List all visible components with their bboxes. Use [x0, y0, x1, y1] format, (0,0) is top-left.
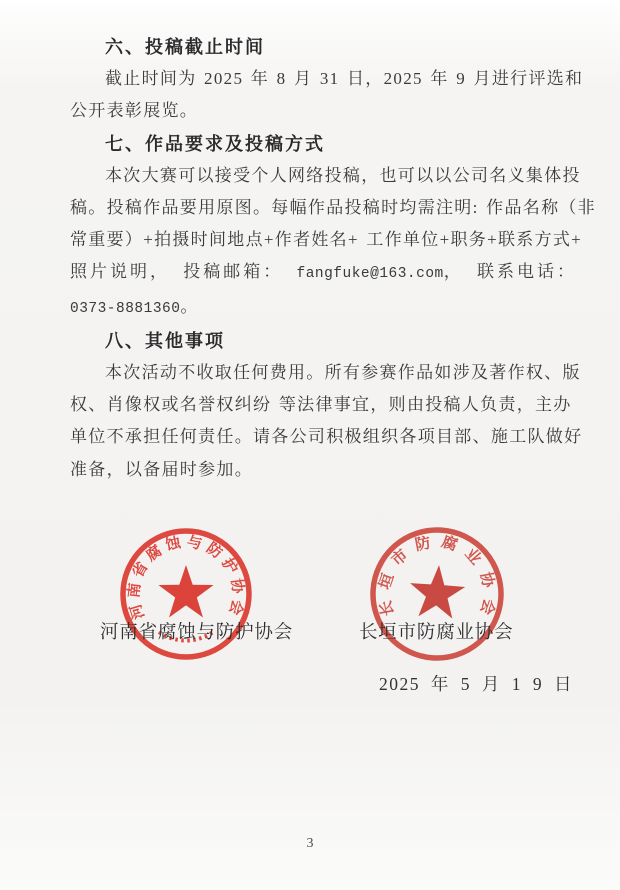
official-seal-henan [114, 522, 258, 666]
body-line: 权、肖像权或名誉权纠纷 等法律事宜，则由投稿人负责，主办 [70, 395, 572, 415]
body-line: 截止时间为 2025 年 8 月 31 日，2025 年 9 月进行评选和 [105, 69, 584, 89]
body-line: 公开表彰展览。 [70, 101, 199, 121]
section-8-heading: 八、其他事项 [105, 330, 225, 351]
email-address: fangfuke@163.com [296, 266, 444, 283]
star-icon [158, 565, 213, 618]
page-number: 3 [306, 836, 314, 851]
document-body [70, 31, 596, 486]
star-icon [408, 563, 467, 619]
seal-curved-text: 长垣市防腐业协会 [375, 532, 499, 626]
official-seal-changyuan [360, 517, 514, 671]
body-line-phone [70, 291, 570, 325]
body-line: 常重要）+拍摄时间地点+作者姓名+ 工作单位+职务+联系方式+ [70, 230, 583, 250]
body-line: 单位不承担任何责任。请各公司积极组织各项目部、施工队做好 [70, 427, 583, 447]
body-line-contact [70, 256, 577, 290]
seal-curved-text: 河南省腐蚀与防护协会 [126, 534, 246, 621]
body-line: 稿。投稿作品要用原图。每幅作品投稿时均需注明: 作品名称（非 [70, 198, 596, 218]
org-name-henan: 河南省腐蚀与防护协会 [100, 623, 294, 643]
body-line: 本次活动不收取任何费用。所有参赛作品如涉及著作权、版 [105, 363, 581, 383]
section-6-heading: 六、投稿截止时间 [105, 37, 265, 57]
email-line-prefix: 照片说明， 投稿邮箱： [70, 262, 297, 282]
document-date: 2025 年 5 月 1 9 日 [379, 674, 573, 694]
org-name-changyuan: 长垣市防腐业协会 [359, 623, 514, 643]
body-line: 本次大赛可以接受个人网络投稿，也可以以公司名义集体投 [105, 165, 581, 185]
email-line-suffix: ， 联系电话： [443, 262, 577, 282]
body-line: 准备，以备届时参加。 [70, 459, 253, 479]
section-7-heading: 七、作品要求及投稿方式 [105, 133, 325, 154]
phone-number: 0373-8881360 [70, 300, 181, 317]
phone-line-suffix: 。 [180, 296, 199, 316]
